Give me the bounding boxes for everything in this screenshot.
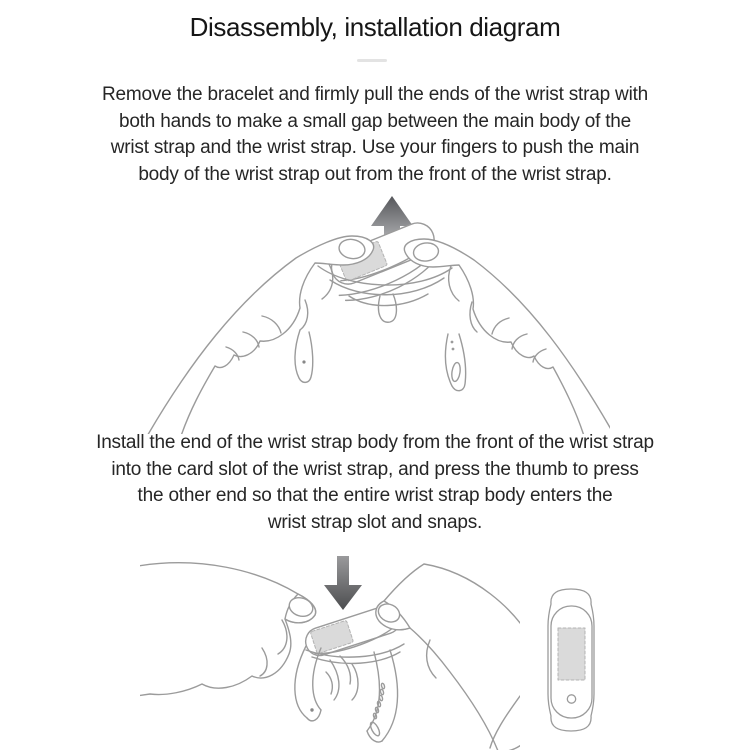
instruction-line: wrist strap and the wrist strap. Use your fingers to push the main <box>110 137 640 158</box>
band-front-view <box>538 580 612 744</box>
strap-loop <box>295 646 398 742</box>
hand-left <box>140 563 316 696</box>
hand-right <box>404 239 610 434</box>
center-tab <box>378 294 396 322</box>
step1-illustration <box>140 195 610 434</box>
page-title: Disassembly, installation diagram <box>189 12 561 42</box>
arrow-down-icon <box>324 556 362 610</box>
strap-slot <box>369 721 382 737</box>
instruction-line: Install the end of the wrist strap body from the front of the wrist strap <box>96 432 654 453</box>
title-divider <box>357 59 387 62</box>
band-screen <box>558 628 585 680</box>
instruction-line: the other end so that the entire wrist strap body enters the <box>137 485 613 506</box>
instruction-line: both hands to make a small gap between the main body of the <box>118 110 632 132</box>
hand-right <box>376 564 520 750</box>
step2-illustration <box>140 550 520 750</box>
strap-end-right <box>445 334 465 391</box>
instruction-line: Remove the bracelet and firmly pull the ends of the wrist strap with <box>101 84 649 105</box>
instruction-line: wrist strap slot and snaps. <box>267 511 483 533</box>
instruction-line: into the card slot of the wrist strap, and press the thumb to press <box>111 458 639 480</box>
step2-instructions <box>0 430 750 536</box>
strap-end-left <box>295 330 313 382</box>
step1-instructions <box>0 82 750 188</box>
instruction-line: body of the wrist strap out from the front of the wrist strap. <box>138 163 612 185</box>
